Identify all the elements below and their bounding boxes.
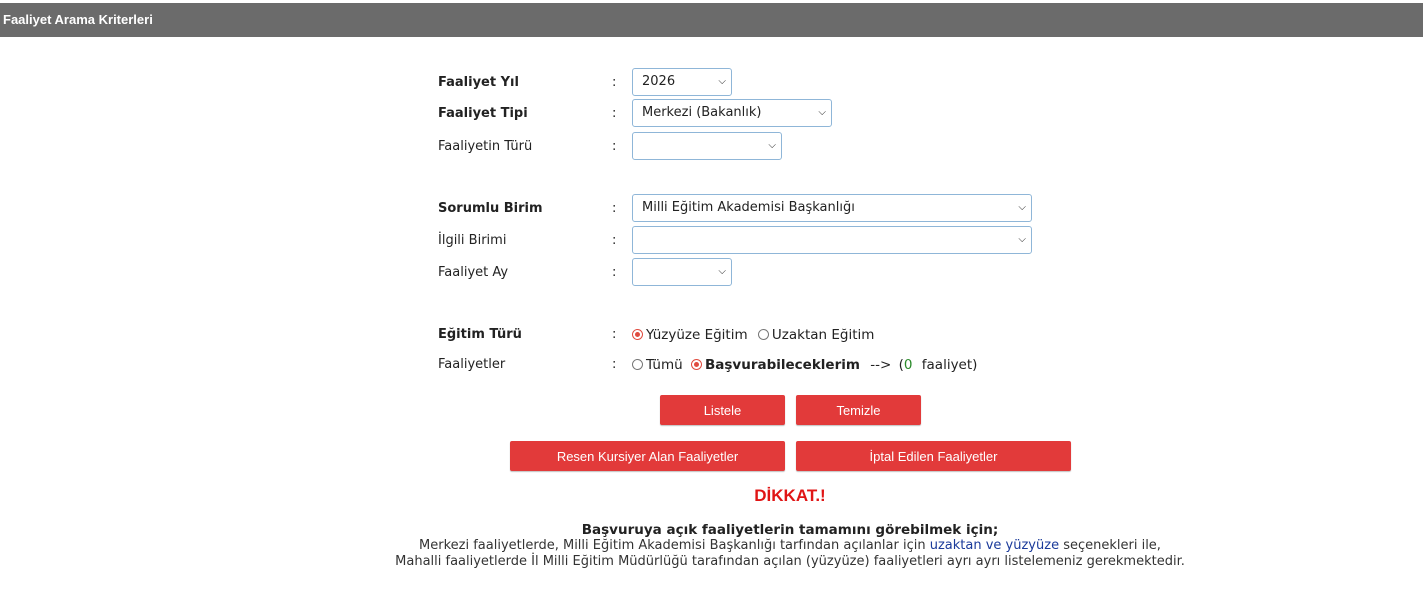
colon: : (612, 139, 617, 154)
warning-title: DİKKAT.! (754, 486, 826, 505)
sorumlu-birim-value: Milli Eğitim Akademisi Başkanlığı (642, 200, 855, 215)
colon: : (612, 327, 617, 342)
sorumlu-birim-select[interactable] (632, 194, 1032, 222)
radio-tumu-label: Tümü (646, 357, 683, 373)
chevron-down-icon: ⌵ (818, 107, 826, 118)
faaliyet-yil-value: 2026 (642, 74, 676, 89)
iptal-edilen-button[interactable]: İptal Edilen Faaliyetler (796, 441, 1071, 471)
colon: : (612, 201, 617, 216)
radio-uzaktan[interactable] (758, 327, 875, 343)
faaliyet-ay-select[interactable] (632, 258, 732, 286)
radio-unchecked-icon (632, 359, 643, 370)
colon: : (612, 265, 617, 280)
radio-basvurabileceklerim-label: Başvurabileceklerim (704, 357, 860, 373)
ilgili-birimi-label: İlgili Birimi (438, 233, 507, 248)
listele-button[interactable]: Listele (660, 395, 785, 425)
radio-basvurabileceklerim[interactable] (691, 357, 860, 373)
chevron-down-icon: ⌵ (768, 140, 776, 151)
radio-checked-icon (691, 359, 702, 370)
colon: : (612, 106, 617, 121)
page-title: Faaliyet Arama Kriterleri (3, 12, 153, 27)
colon: : (612, 233, 617, 248)
temizle-button[interactable]: Temizle (796, 395, 921, 425)
faaliyet-yil-select[interactable] (632, 68, 732, 96)
activity-count: 0 (903, 357, 913, 373)
ilgili-birimi-select[interactable] (632, 226, 1032, 254)
faaliyetler-radio-group (632, 350, 977, 380)
notice-line-3: Mahalli faaliyetlerde İl Milli Eğitim Müdürlüğü tarafından açılan (yüzyüze) faaliyetleri ayrı ayrı listelemeniz gerekmektedir. (395, 554, 1185, 569)
colon: : (612, 75, 617, 90)
egitim-turu-radio-group (632, 320, 874, 350)
faaliyetler-label: Faaliyetler (438, 357, 506, 372)
chevron-down-icon: ⌵ (1018, 202, 1026, 213)
egitim-turu-label: Eğitim Türü (438, 327, 522, 342)
notice-line-2 (0, 538, 1423, 553)
radio-checked-icon (632, 329, 643, 340)
faaliyet-tipi-select[interactable] (632, 99, 832, 127)
count-suffix: faaliyet) (921, 357, 978, 373)
faaliyetin-turu-select[interactable] (632, 132, 782, 160)
radio-tumu[interactable] (632, 357, 683, 373)
faaliyet-ay-label: Faaliyet Ay (438, 265, 509, 280)
resen-kursiyer-button[interactable]: Resen Kursiyer Alan Faaliyetler (510, 441, 785, 471)
chevron-down-icon: ⌵ (718, 76, 726, 87)
notice-line-2-post: seçenekleri ile, (1063, 538, 1161, 553)
faaliyet-tipi-label: Faaliyet Tipi (438, 106, 528, 121)
radio-unchecked-icon (758, 329, 769, 340)
chevron-down-icon: ⌵ (718, 266, 726, 277)
notice-line-2-pre: Merkezi faaliyetlerde, Milli Eğitim Akademisi Başkanlığı tarfından açılanlar için (419, 538, 926, 553)
faaliyet-tipi-value: Merkezi (Bakanlık) (642, 105, 762, 120)
radio-yuzyuze-label: Yüzyüze Eğitim (646, 327, 748, 343)
page-header (0, 3, 1423, 37)
faaliyetin-turu-label: Faaliyetin Türü (438, 139, 533, 154)
chevron-down-icon: ⌵ (1018, 234, 1026, 245)
faaliyet-yil-label: Faaliyet Yıl (438, 75, 519, 90)
count-open: ( (898, 357, 904, 373)
notice-line-1: Başvuruya açık faaliyetlerin tamamını görebilmek için; (581, 522, 999, 538)
radio-uzaktan-label: Uzaktan Eğitim (771, 327, 875, 343)
sorumlu-birim-label: Sorumlu Birim (438, 201, 543, 216)
notice-highlight: uzaktan ve yüzyüze (929, 538, 1060, 553)
radio-yuzyuze[interactable] (632, 327, 748, 343)
arrow-text: --> (870, 357, 892, 373)
colon: : (612, 357, 617, 372)
